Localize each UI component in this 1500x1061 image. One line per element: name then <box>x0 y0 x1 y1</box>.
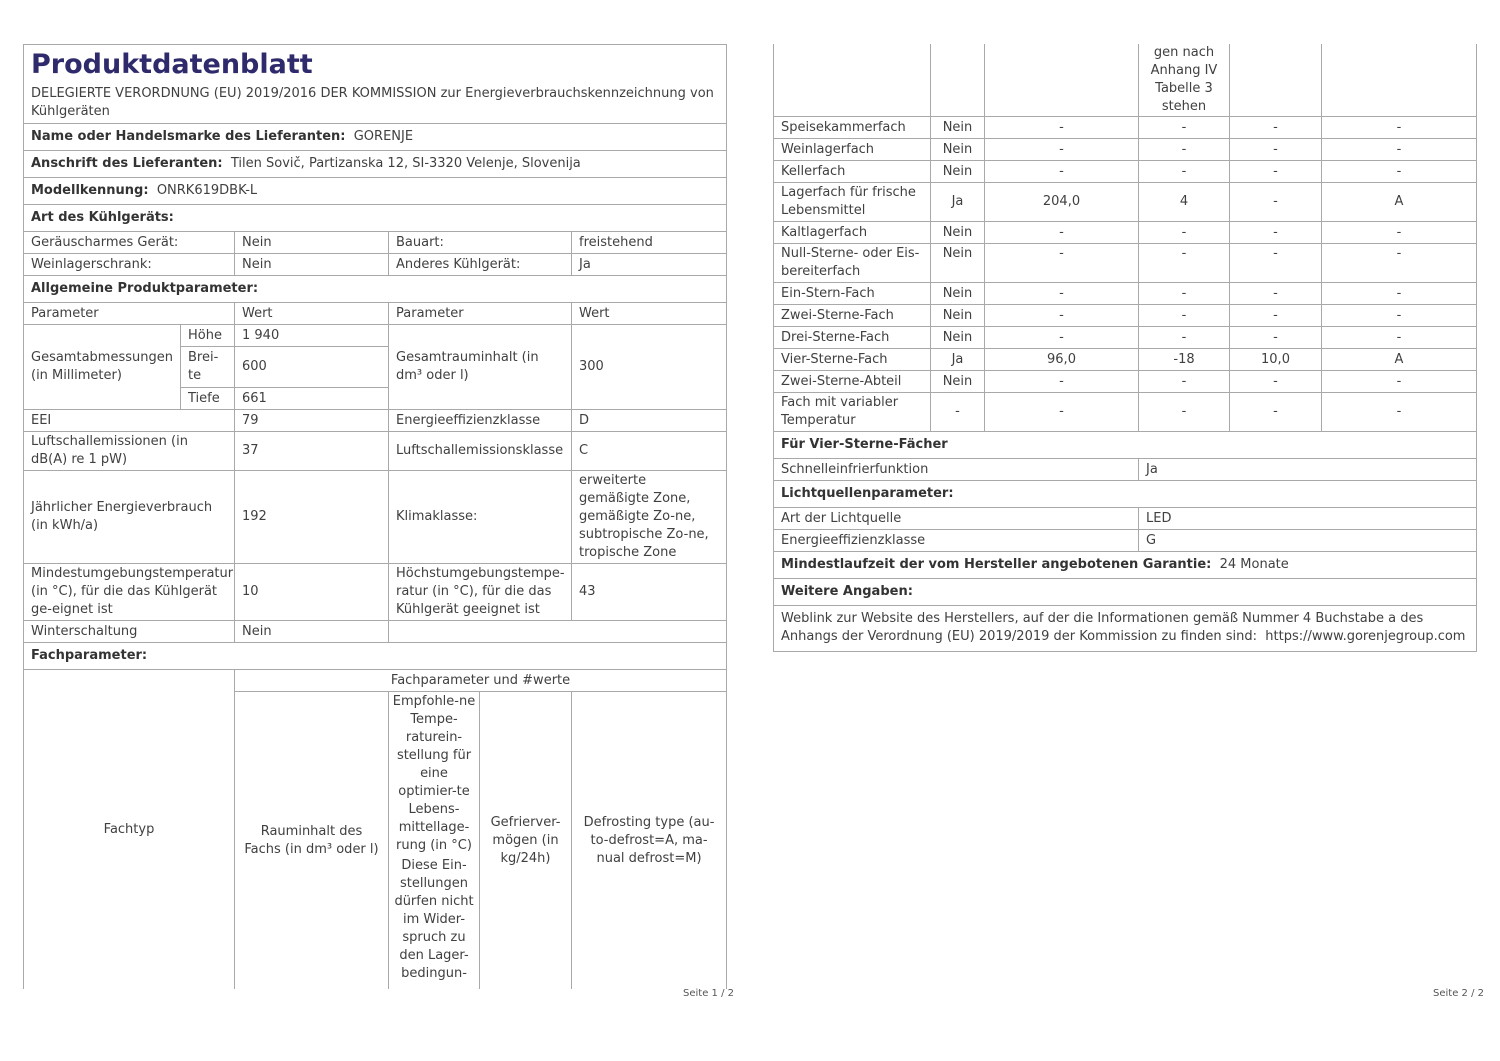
compartment-present: Nein <box>931 371 985 393</box>
type-value: Nein <box>235 232 389 254</box>
weblink-row <box>774 606 1477 652</box>
param-label: Klimaklasse: <box>389 471 572 564</box>
compartment-freeze: - <box>1230 283 1322 305</box>
winter-label: Winterschaltung <box>24 621 235 643</box>
param-value: erweiterte gemäßigte Zone, gemäßigte Zo-ne, subtropische Zo-ne, tropische Zone <box>572 471 727 564</box>
fach-group-header: Fachparameter und #werte <box>235 670 727 692</box>
compartment-volume: - <box>985 327 1139 349</box>
address-label: Anschrift des Lieferanten: <box>31 156 223 171</box>
empty-cell <box>931 44 985 117</box>
compartment-temperature: - <box>1139 161 1230 183</box>
compartment-present: - <box>931 393 985 432</box>
type-label: Bauart: <box>389 232 572 254</box>
compartment-freeze: - <box>1230 305 1322 327</box>
col-freeze: Gefrierver-mögen (in kg/24h) <box>480 692 572 989</box>
regulation-subtitle: DELEGIERTE VERORDNUNG (EU) 2019/2016 DER KOMMISSION zur Energieverbrauchskennzeichnung von Kühlgeräten <box>24 85 727 124</box>
compartment-volume: - <box>985 117 1139 139</box>
param-row <box>24 432 727 471</box>
compartment-name: Kaltlagerfach <box>774 222 931 244</box>
type-value: freistehend <box>572 232 727 254</box>
compartment-defrost: - <box>1322 393 1477 432</box>
general-heading: Allgemeine Produktparameter: <box>24 276 727 303</box>
four-star-heading: Für Vier-Sterne-Fächer <box>774 432 1477 459</box>
dims-row <box>24 325 727 347</box>
param-value: C <box>572 432 727 471</box>
model-row <box>24 178 727 205</box>
compartment-name: Fach mit variabler Temperatur <box>774 393 931 432</box>
param-label: Luftschallemissionen (in dB(A) re 1 pW) <box>24 432 235 471</box>
compartment-present: Nein <box>931 327 985 349</box>
fach-table <box>23 670 727 989</box>
light-type-label: Art der Lichtquelle <box>774 508 1139 530</box>
compartment-temperature: - <box>1139 327 1230 349</box>
further-heading: Weitere Angaben: <box>774 579 1477 606</box>
weblink-url[interactable]: https://www.gorenjegroup.com <box>1265 629 1466 644</box>
column-header: Wert <box>235 303 389 325</box>
type-label: Weinlagerschrank: <box>24 254 235 276</box>
param-label: Jährlicher Energieverbrauch (in kWh/a) <box>24 471 235 564</box>
param-row <box>24 410 727 432</box>
compartment-row <box>774 117 1477 139</box>
compartment-volume: - <box>985 283 1139 305</box>
compartment-name: Drei-Sterne-Fach <box>774 327 931 349</box>
compartment-defrost: - <box>1322 371 1477 393</box>
type-row <box>24 232 727 254</box>
param-label: Mindestumgebungstemperatur (in °C), für die das Kühlgerät ge-eignet ist <box>24 564 235 621</box>
col-defrost: Defrosting type (au-to-defrost=A, ma-nual defrost=M) <box>572 692 727 989</box>
compartment-present: Nein <box>931 117 985 139</box>
dims-label: Gesamtabmessungen (in Millimeter) <box>24 325 181 410</box>
compartment-temperature: - <box>1139 222 1230 244</box>
compartment-name: Weinlagerfach <box>774 139 931 161</box>
type-row <box>24 254 727 276</box>
compartment-defrost: - <box>1322 117 1477 139</box>
compartment-row <box>774 244 1477 283</box>
compartment-row <box>774 139 1477 161</box>
compartment-defrost: - <box>1322 244 1477 283</box>
warranty-row <box>774 552 1477 579</box>
winter-row <box>24 621 727 643</box>
compartment-row <box>774 393 1477 432</box>
page-title: Produktdatenblatt <box>24 45 727 86</box>
param-value: 10 <box>235 564 389 621</box>
dim-label: Brei-te <box>181 347 235 388</box>
compartment-name: Zwei-Sterne-Fach <box>774 305 931 327</box>
compartment-temperature: 4 <box>1139 183 1230 222</box>
compartment-row <box>774 371 1477 393</box>
compartment-temperature: - <box>1139 283 1230 305</box>
dim-label: Tiefe <box>181 388 235 410</box>
type-label: Geräuscharmes Gerät: <box>24 232 235 254</box>
compartment-name: Null-Sterne- oder Eis-bereiterfach <box>774 244 931 283</box>
empty-cell <box>985 44 1139 117</box>
param-value: 192 <box>235 471 389 564</box>
type-value: Ja <box>572 254 727 276</box>
dim-value: 600 <box>235 347 389 388</box>
compartment-volume: - <box>985 222 1139 244</box>
column-header: Wert <box>572 303 727 325</box>
compartment-freeze: - <box>1230 327 1322 349</box>
supplier-value: GORENJE <box>353 129 414 144</box>
column-header: Parameter <box>389 303 572 325</box>
compartment-freeze: - <box>1230 117 1322 139</box>
param-row <box>24 471 727 564</box>
light-type-value: LED <box>1139 508 1477 530</box>
compartment-defrost: - <box>1322 139 1477 161</box>
compartment-temperature: -18 <box>1139 349 1230 371</box>
quick-freeze-row <box>774 459 1477 481</box>
quick-freeze-label: Schnelleinfrierfunktion <box>774 459 1139 481</box>
compartment-present: Nein <box>931 283 985 305</box>
compartment-name: Ein-Stern-Fach <box>774 283 931 305</box>
light-type-row <box>774 508 1477 530</box>
supplier-row <box>24 124 727 151</box>
compartment-defrost: - <box>1322 283 1477 305</box>
compartment-temperature: - <box>1139 117 1230 139</box>
param-value: 37 <box>235 432 389 471</box>
fach-table-continued <box>773 44 1477 652</box>
compartment-volume: - <box>985 139 1139 161</box>
supplier-label: Name oder Handelsmarke des Lieferanten: <box>31 129 346 144</box>
warranty-value: 24 Monate <box>1219 557 1289 572</box>
address-row <box>24 151 727 178</box>
dim-value: 661 <box>235 388 389 410</box>
compartment-name: Speisekammerfach <box>774 117 931 139</box>
compartment-present: Nein <box>931 161 985 183</box>
compartment-freeze: - <box>1230 222 1322 244</box>
compartment-freeze: 10,0 <box>1230 349 1322 371</box>
param-label: EEI <box>24 410 235 432</box>
empty-cell <box>1230 44 1322 117</box>
warranty-label: Mindestlaufzeit der vom Hersteller angebotenen Garantie: <box>781 557 1212 572</box>
compartment-volume: 204,0 <box>985 183 1139 222</box>
param-row <box>24 564 727 621</box>
page-number: Seite 1 / 2 <box>683 988 734 999</box>
col-temperature <box>389 692 480 989</box>
dim-value: 1 940 <box>235 325 389 347</box>
compartment-row <box>774 327 1477 349</box>
empty-cell <box>774 44 931 117</box>
compartment-volume: 96,0 <box>985 349 1139 371</box>
compartment-name: Vier-Sterne-Fach <box>774 349 931 371</box>
volume-value: 300 <box>572 325 727 410</box>
light-class-label: Energieeffizienzklasse <box>774 530 1139 552</box>
light-class-value: G <box>1139 530 1477 552</box>
col-fachtyp: Fachtyp <box>24 670 235 989</box>
compartment-name: Zwei-Sterne-Abteil <box>774 371 931 393</box>
compartment-volume: - <box>985 161 1139 183</box>
compartment-freeze: - <box>1230 393 1322 432</box>
compartment-freeze: - <box>1230 244 1322 283</box>
compartment-temperature: - <box>1139 244 1230 283</box>
compartment-temperature: - <box>1139 305 1230 327</box>
light-class-row <box>774 530 1477 552</box>
page-number: Seite 2 / 2 <box>1433 988 1484 999</box>
model-value: ONRK619DBK-L <box>156 183 258 198</box>
column-header: Parameter <box>24 303 235 325</box>
compartment-freeze: - <box>1230 139 1322 161</box>
compartment-defrost: - <box>1322 161 1477 183</box>
fach-heading: Fachparameter: <box>24 643 727 670</box>
compartment-volume: - <box>985 371 1139 393</box>
type-heading: Art des Kühlgeräts: <box>24 205 727 232</box>
compartment-row <box>774 349 1477 371</box>
temp-text-end: gen nach Anhang IV Tabelle 3 stehen <box>1139 44 1230 117</box>
compartment-present: Nein <box>931 222 985 244</box>
param-value: 79 <box>235 410 389 432</box>
type-value: Nein <box>235 254 389 276</box>
param-label: Luftschallemissionsklasse <box>389 432 572 471</box>
compartment-defrost: - <box>1322 327 1477 349</box>
compartment-present: Nein <box>931 305 985 327</box>
temp-text: Empfohle-ne Tempe-raturein-stellung für eine optimier-te Lebens-mittellage-rung (in °C) <box>392 694 476 854</box>
compartment-name: Kellerfach <box>774 161 931 183</box>
compartment-volume: - <box>985 305 1139 327</box>
model-label: Modellkennung: <box>31 183 149 198</box>
compartment-temperature: - <box>1139 139 1230 161</box>
param-label: Höchstumgebungstempe-ratur (in °C), für die das Kühlgerät geeignet ist <box>389 564 572 621</box>
temp-text-continued: Diese Ein-stellungen dürfen nicht im Wider-spruch zu den Lager-bedingun- <box>394 858 474 982</box>
winter-value: Nein <box>235 621 389 643</box>
compartment-present: Nein <box>931 244 985 283</box>
compartment-name: Lagerfach für frische Lebensmittel <box>774 183 931 222</box>
quick-freeze-value: Ja <box>1139 459 1477 481</box>
volume-label: Gesamtrauminhalt (in dm³ oder l) <box>389 325 572 410</box>
page-2 <box>773 44 1476 652</box>
compartment-present: Nein <box>931 139 985 161</box>
compartment-defrost: - <box>1322 222 1477 244</box>
compartment-freeze: - <box>1230 161 1322 183</box>
page-1 <box>23 44 726 989</box>
address-value: Tilen Sovič, Partizanska 12, SI-3320 Velenje, Slovenija <box>230 156 581 171</box>
empty-cell <box>389 621 727 643</box>
param-value: D <box>572 410 727 432</box>
light-heading: Lichtquellenparameter: <box>774 481 1477 508</box>
weblink-text: Weblink zur Website des Herstellers, auf der die Informationen gemäß Nummer 4 Buchstabe a des Anhangs der Verordnung (EU) 2019/2019 der Kommission zu finden sind: <box>781 611 1424 644</box>
dim-label: Höhe <box>181 325 235 347</box>
compartment-freeze: - <box>1230 371 1322 393</box>
param-label: Energieeffizienzklasse <box>389 410 572 432</box>
datasheet-table-page-1 <box>23 44 727 670</box>
col-volume: Rauminhalt des Fachs (in dm³ oder l) <box>235 692 389 989</box>
param-header-row <box>24 303 727 325</box>
compartment-row <box>774 222 1477 244</box>
type-label: Anderes Kühlgerät: <box>389 254 572 276</box>
compartment-freeze: - <box>1230 183 1322 222</box>
compartment-temperature: - <box>1139 371 1230 393</box>
compartment-row <box>774 305 1477 327</box>
compartment-defrost: - <box>1322 305 1477 327</box>
compartment-defrost: A <box>1322 349 1477 371</box>
compartment-volume: - <box>985 244 1139 283</box>
param-value: 43 <box>572 564 727 621</box>
compartment-row <box>774 161 1477 183</box>
compartment-row <box>774 283 1477 305</box>
empty-cell <box>1322 44 1477 117</box>
compartment-volume: - <box>985 393 1139 432</box>
compartment-row <box>774 183 1477 222</box>
compartment-defrost: A <box>1322 183 1477 222</box>
compartment-present: Ja <box>931 349 985 371</box>
compartment-temperature: - <box>1139 393 1230 432</box>
compartment-present: Ja <box>931 183 985 222</box>
